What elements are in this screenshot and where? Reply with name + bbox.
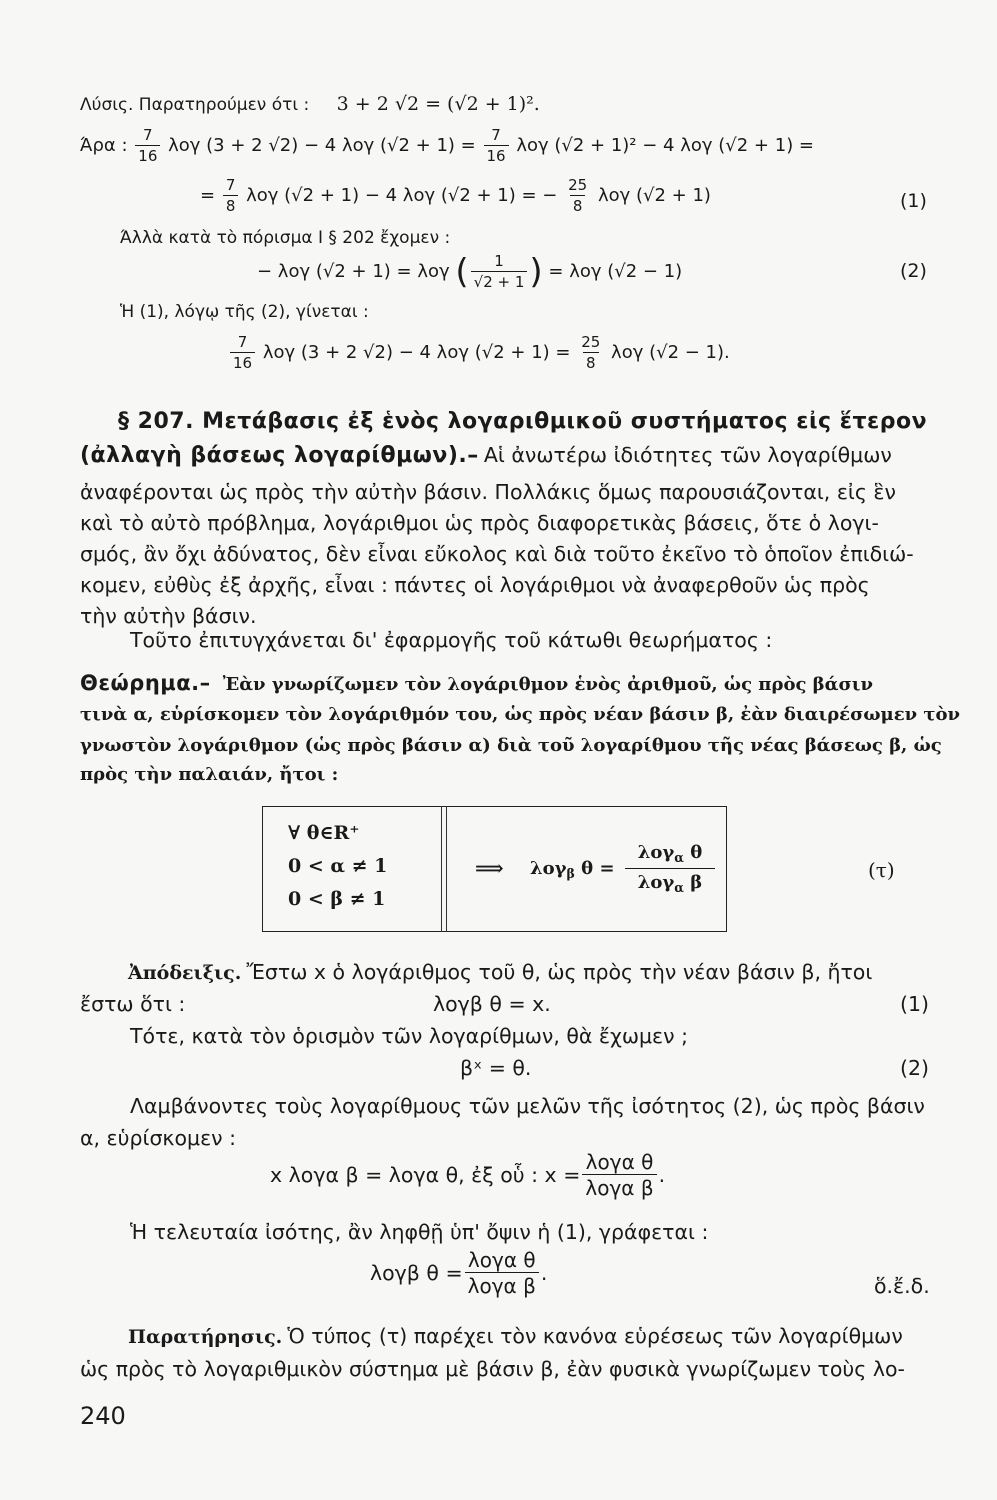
section-title-line-2 bbox=[80, 441, 892, 469]
remark-text: Ὁ τύπος (τ) παρέχει τὸν κανόνα εὑρέσεως τῶν λογαρίθμων bbox=[287, 1324, 903, 1348]
solution-intro-line bbox=[80, 93, 540, 115]
section-line: κομεν, εὐθὺς ἐξ ἀρχῆς, εἶναι : πάντες οἱ λογάριθμοι νὰ ἀναφερθοῦν ὡς πρὸς bbox=[80, 573, 870, 597]
equation-C-fraction: $\frac{\text{λογα θ}}{\text{λογα β}}$ bbox=[582, 1152, 656, 1198]
remark-label: Παρατήρησις. bbox=[128, 1326, 283, 1348]
theorem-line: Ἐὰν γνωρίζωμεν τὸν λογάριθμον ἑνὸς ἀριθμοῦ, ὡς πρὸς βάσιν bbox=[222, 674, 873, 695]
theorem-last-line: πρὸς τὴν παλαιάν, ἤτοι : bbox=[80, 764, 339, 785]
box-divider bbox=[446, 806, 447, 932]
equation-line-1 bbox=[80, 128, 814, 164]
formula-tag: (τ) bbox=[868, 858, 895, 882]
eq2-rhs: λογ (√2 + 1) bbox=[597, 185, 711, 206]
eq4-lhs: λογ (3 + 2 √2) − 4 λογ (√2 + 1) = bbox=[262, 342, 571, 363]
tote-line: Τότε, κατὰ τὸν ὁρισμὸν τῶν λογαρίθμων, θὰ ἔχωμεν ; bbox=[130, 1024, 689, 1048]
section-title-line-1 bbox=[118, 409, 927, 434]
equation-number-2: (2) bbox=[900, 260, 927, 282]
box-formula-fraction: λογ$_\alpha$ θ λογ$_\alpha$ β bbox=[625, 842, 715, 895]
proof-text: Ἔστω x ὁ λογάριθμος τοῦ θ, ὡς πρὸς τὴν νέαν βάσιν β, ἤτοι bbox=[246, 960, 873, 984]
equation-D-lhs: λογβ θ = bbox=[370, 1261, 463, 1285]
eq3-lhs: − λογ (√2 + 1) = λογ bbox=[257, 261, 450, 282]
fraction-one-over-sqrt: $\frac{1}{√2 + 1}$ bbox=[471, 254, 528, 290]
condition-theta: ∀ θ∈R⁺ bbox=[288, 822, 360, 844]
page-number: 240 bbox=[80, 1402, 126, 1430]
solution-intro: Παρατηρούμεν ότι : bbox=[138, 95, 310, 115]
estw-line: ἔστω ὅτι : bbox=[80, 992, 186, 1016]
equation-line-2: = $\frac{7}{8}$ λογ (√2 + 1) − 4 λογ (√2 + 1) = − $\frac{25}{8}$ λογ (√2 + 1) bbox=[200, 176, 711, 215]
section-number: § 207. bbox=[118, 409, 194, 434]
last-line: Ἡ τελευταία ἰσότης, ἂν ληφθῇ ὑπ' ὄψιν ἡ (1), γράφεται : bbox=[130, 1220, 709, 1244]
equation-line-3: − λογ (√2 + 1) = λογ ( $\frac{1}{√2 + 1}$ ) = λογ (√2 − 1) bbox=[257, 252, 683, 292]
implies-arrow: ⟹ bbox=[475, 856, 504, 880]
eq1-lhs: λογ (3 + 2 √2) − 4 λογ (√2 + 1) = bbox=[168, 135, 476, 156]
fraction-25-8: $\frac{25}{8}$ bbox=[568, 176, 588, 215]
becomes-line: Ἡ (1), λόγῳ τῆς (2), γίνεται : bbox=[120, 302, 369, 322]
equation-A-number: (1) bbox=[900, 992, 930, 1016]
section-line: σμός, ἂν ὄχι ἀδύνατος, δὲν εἶναι εὔκολος καὶ διὰ τοῦτο ἐκεῖνο τὸ ὁποῖον ἐπιδιώ- bbox=[80, 542, 914, 566]
equation-D-fraction: $\frac{\text{λογα θ}}{\text{λογα β}}$ bbox=[465, 1250, 539, 1296]
box-divider bbox=[441, 806, 442, 932]
take-line-1: Λαμβάνοντες τοὺς λογαρίθμους τῶν μελῶν τῆς ἰσότητος (2), ὡς πρὸς βάσιν bbox=[130, 1094, 925, 1118]
fraction-25-8-b: $\frac{25}{8}$ bbox=[581, 333, 601, 372]
eq4-rhs: λογ (√2 − 1). bbox=[611, 342, 730, 363]
remark-second-line: ὡς πρὸς τὸ λογαριθμικὸν σύστημα μὲ βάσιν β, ἐὰν φυσικὰ γνωρίζωμεν τοὺς λο- bbox=[80, 1357, 905, 1381]
eq2-lhs: λογ (√2 + 1) − 4 λογ (√2 + 1) = − bbox=[246, 185, 558, 206]
equation-B-number: (2) bbox=[900, 1056, 930, 1080]
proof-label: Ἀπόδειξις. bbox=[128, 962, 242, 984]
section-line: τὴν αὐτὴν βάσιν. bbox=[80, 604, 257, 628]
take-line-2: α, εὑρίσκομεν : bbox=[80, 1126, 237, 1150]
fraction-7-16-c: $\frac{7}{16}$ bbox=[230, 335, 255, 371]
equation-number-1: (1) bbox=[900, 190, 927, 212]
section-line: καὶ τὸ αὐτὸ πρόβλημα, λογάριθμοι ὡς πρὸς διαφορετικὰς βάσεις, ὅτε ὁ λογι- bbox=[80, 511, 879, 535]
proof-first-line bbox=[128, 958, 872, 986]
section-title: Μετάβασις ἐξ ἑνὸς λογαριθμικοῦ συστήματος εἰς ἕτερον bbox=[202, 409, 928, 434]
porism-line: Άλλὰ κατὰ τὸ πόρισμα Ι § 202 ἔχομεν : bbox=[120, 228, 451, 248]
fraction-7-16: $\frac{7}{16}$ bbox=[135, 128, 160, 164]
condition-beta: 0 < β ≠ 1 bbox=[288, 888, 386, 910]
section-text-start: Αἱ ἀνωτέρω ἰδιότητες τῶν λογαρίθμων bbox=[483, 443, 892, 467]
condition-alpha: 0 < α ≠ 1 bbox=[288, 855, 388, 877]
solution-label: Λύσις. bbox=[80, 95, 134, 115]
eq1-rhs: λογ (√2 + 1)² − 4 λογ (√2 + 1) = bbox=[516, 135, 815, 156]
equation-B: βˣ = θ. bbox=[460, 1056, 532, 1080]
section-line: ἀναφέρονται ὡς πρὸς τὴν αὐτὴν βάσιν. Πολλάκις ὅμως παρουσιάζονται, εἰς ἓν bbox=[80, 480, 896, 504]
theorem-line: γνωστὸν λογάριθμον (ὡς πρὸς βάσιν α) διὰ τοῦ λογαρίθμου τῆς νέας βάσεως β, ὡς bbox=[80, 735, 942, 756]
equation-line-4 bbox=[228, 335, 730, 371]
fraction-7-8: $\frac{7}{8}$ bbox=[223, 178, 239, 214]
equation-C-lhs: x λογα β = λογα θ, ἐξ οὗ : x = bbox=[270, 1163, 581, 1187]
remark-first-line bbox=[128, 1322, 903, 1350]
intro-equation: 3 + 2 √2 = (√2 + 1)². bbox=[336, 93, 540, 115]
equation-A: λογβ θ = x. bbox=[433, 992, 551, 1016]
theorem-line: τινὰ α, εὑρίσκομεν τὸν λογάριθμόν του, ὡς πρὸς νέαν βάσιν β, ἐὰν διαιρέσωμεν τὸν bbox=[80, 704, 961, 725]
section-subtitle: (ἀλλαγὴ βάσεως λογαρίθμων).– bbox=[80, 443, 479, 468]
equation-C: x λογα β = λογα θ, ἐξ οὗ : x = $\frac{\text{λογα θ}}{\text{λογα β}}$ . bbox=[270, 1150, 666, 1200]
theorem-label: Θεώρημα.– bbox=[80, 671, 211, 695]
section-paragraph bbox=[80, 478, 914, 630]
ara-label: Άρα : bbox=[80, 135, 128, 156]
box-formula-lhs: λογ$_\beta$ θ = bbox=[530, 858, 615, 881]
applied-line: Τοῦτο ἐπιτυγχάνεται δι' ἐφαρμογῆς τοῦ κάτωθι θεωρήματος : bbox=[130, 628, 773, 652]
fraction-7-16-b: $\frac{7}{16}$ bbox=[484, 128, 509, 164]
qed: ὅ.ἔ.δ. bbox=[874, 1274, 930, 1298]
eq3-rhs: = λογ (√2 − 1) bbox=[548, 261, 683, 282]
theorem-first-line bbox=[80, 671, 873, 695]
equation-D: λογβ θ = $\frac{\text{λογα θ}}{\text{λογα β}}$ . bbox=[370, 1248, 548, 1298]
